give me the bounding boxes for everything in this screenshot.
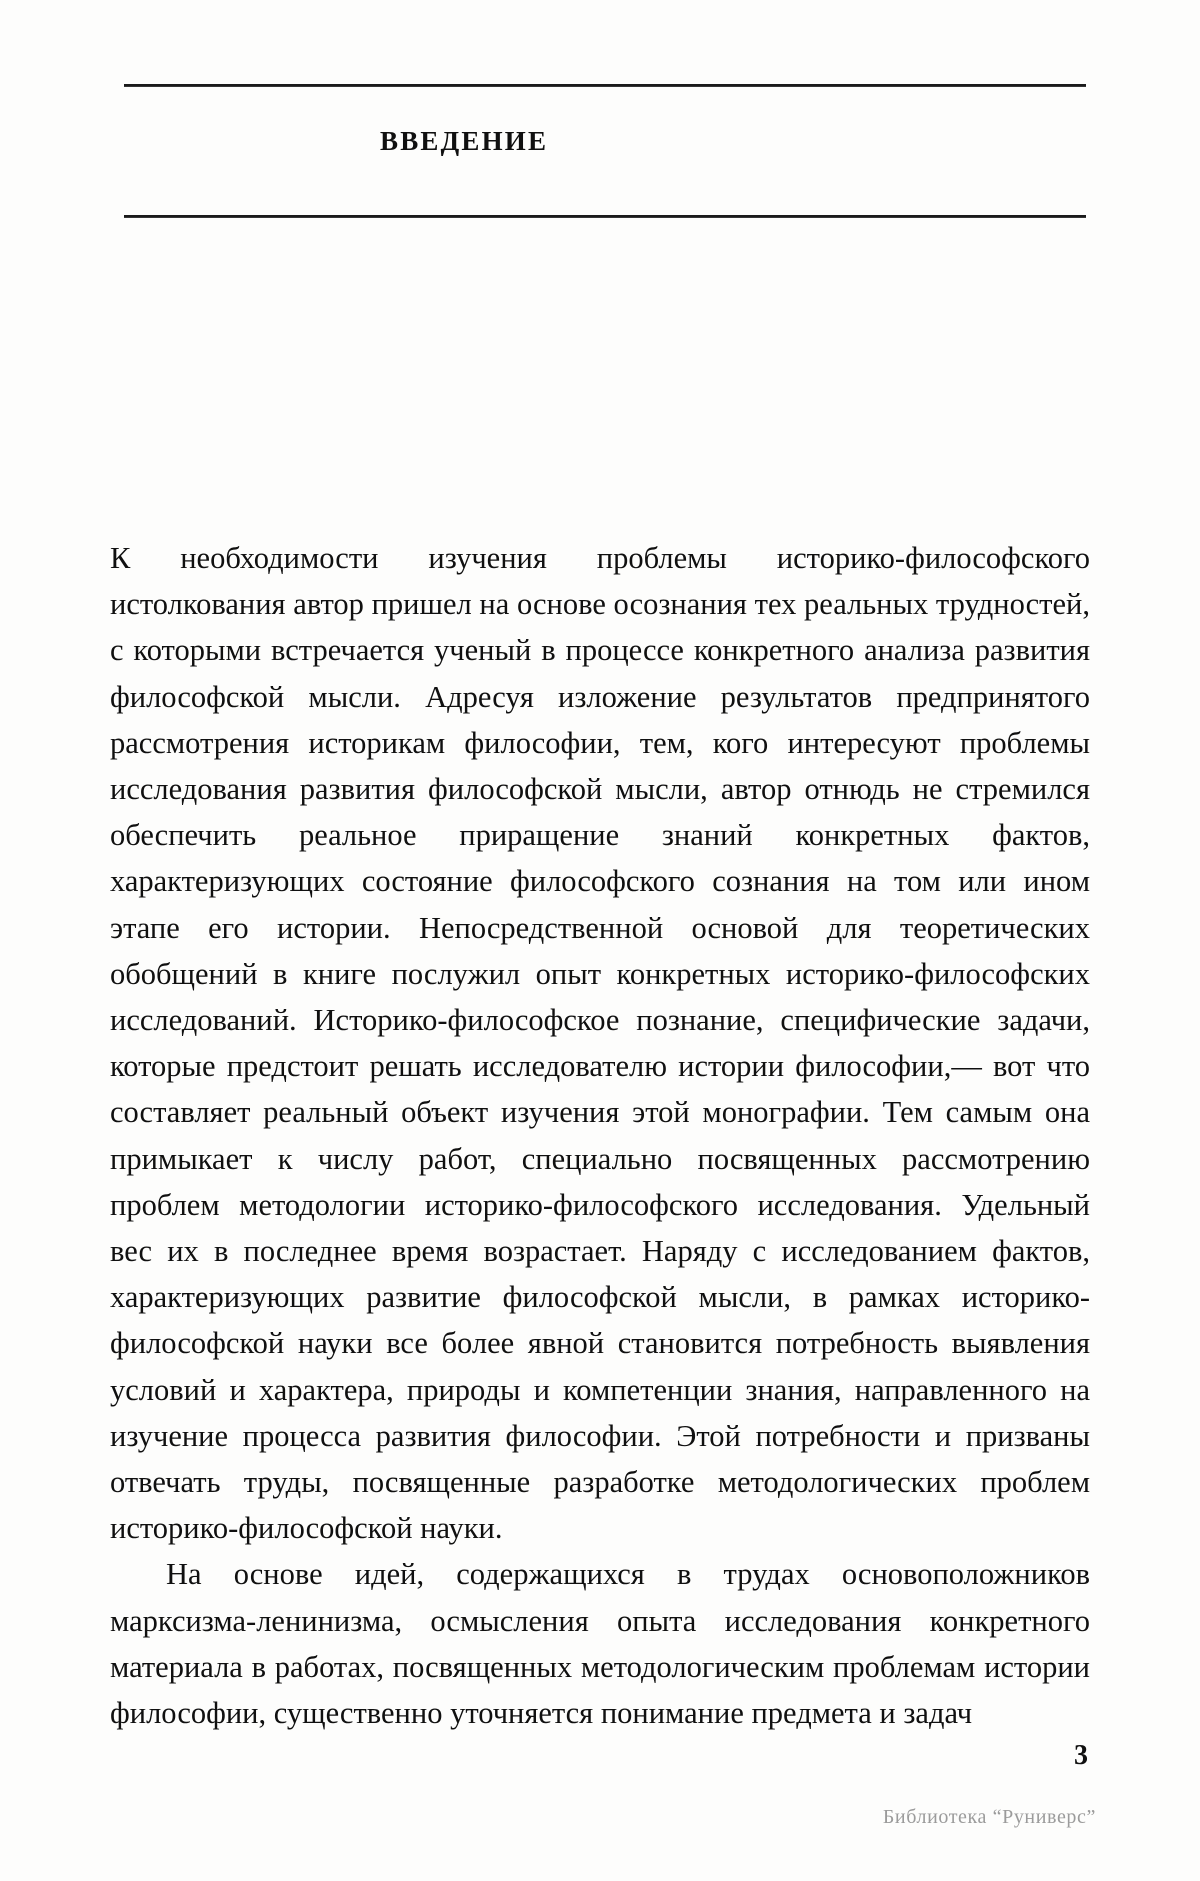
paragraph: К необходимости изучения проблемы историко-философского истолкования автор пришел на основе осознания тех реальных трудностей, с которыми встречается ученый в процессе конкретного анализа развития философской мысли. Адресуя изложение результатов предпринятого рассмотрения историкам философии, тем, кого интересуют проблемы исследования развития философской мысли, автор отнюдь не стремился обеспечить реальное приращение знаний конкретных фактов, характеризующих состояние философского сознания на том или ином этапе его истории. Непосредственной основой для теоретических обобщений в книге послужил опыт конкретных историко-философских исследований. Историко-философское познание, специфические задачи, которые предстоит решать исследователю истории философии,— вот что составляет реальный объект изучения этой монографии. Тем самым она примыкает к числу работ, специально посвященных рассмотрению проблем методологии историко-философского исследования. Удельный вес их в последнее время возрастает. Наряду с исследованием фактов, характеризующих развитие философской мысли, в рамках историко-философской науки все более явной становится потребность выявления условий и характера, природы и компетенции знания, направленного на изучение процесса развития философии. Этой потребности и призваны отвечать труды, посвященные разработке методологических проблем историко-философской науки.: [110, 541, 1090, 1546]
page-number: 3: [1074, 1740, 1088, 1771]
header-rule-top: [124, 84, 1086, 87]
body-text: [110, 535, 1090, 1736]
library-watermark: Библиотека “Руниверс”: [882, 1806, 1096, 1828]
paragraph: На основе идей, содержащихся в трудах основоположников марксизма-ленинизма, осмысления опыта исследования конкретного материала в работах, посвященных методологическим проблемам истории философии, существенно уточняется понимание предмета и задач: [110, 1557, 1090, 1731]
page-title: ВВЕДЕНИЕ: [380, 126, 549, 156]
header-rule-bottom: [124, 215, 1086, 218]
